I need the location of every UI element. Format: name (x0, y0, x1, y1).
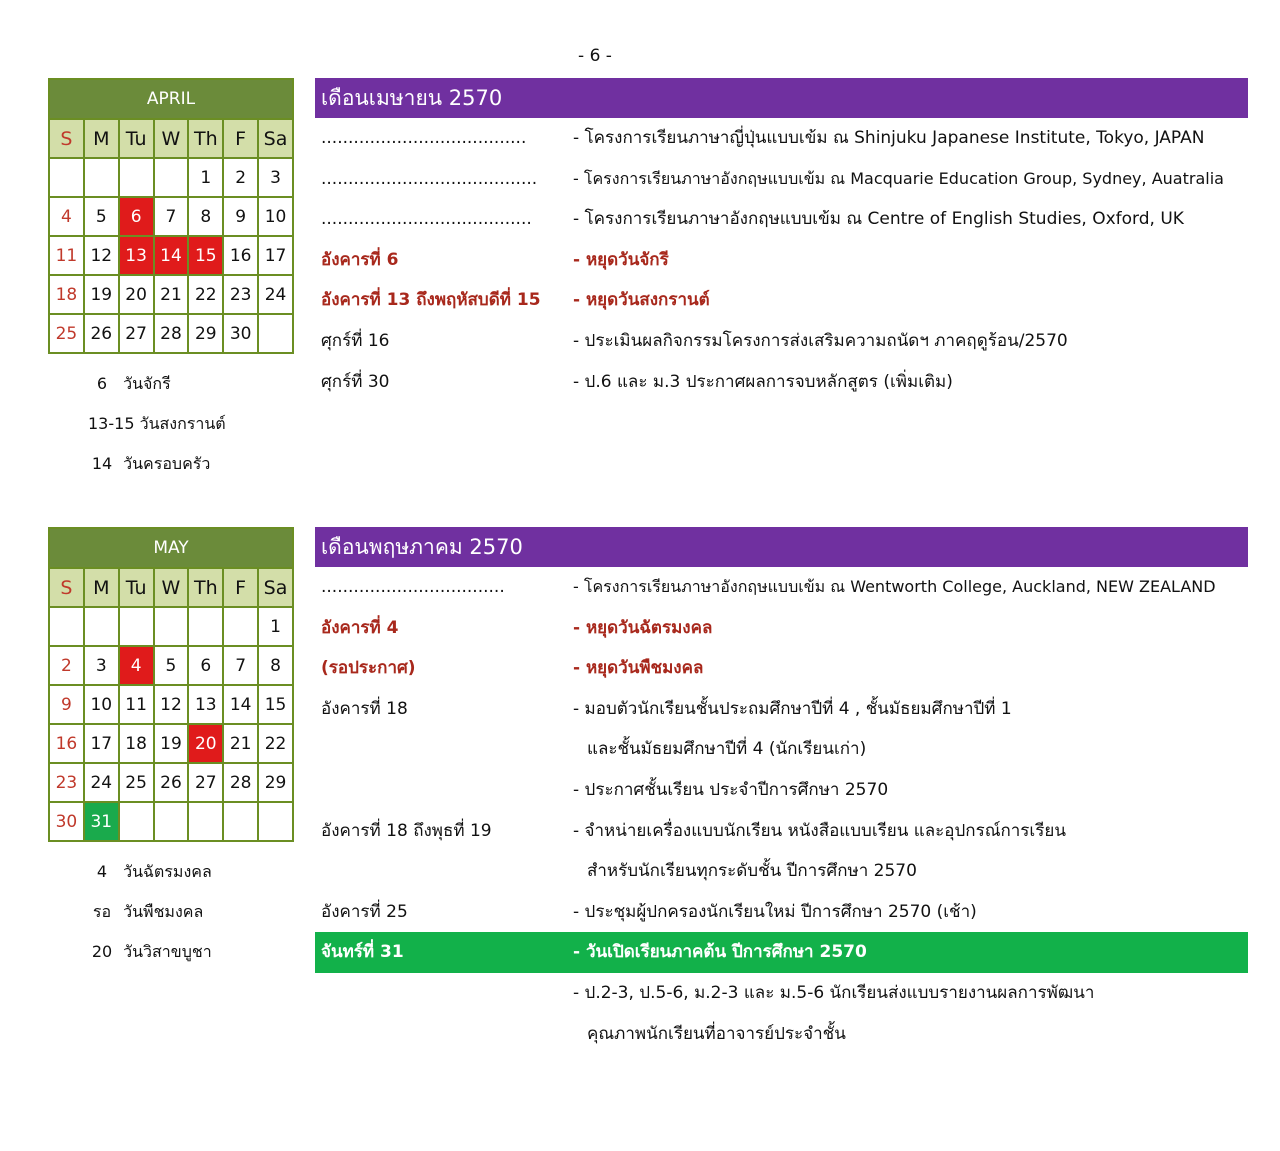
event-date: ศุกร์ที่ 16 (321, 330, 390, 351)
event-date: ....................................... (321, 209, 532, 230)
day-cell: 1 (258, 607, 293, 646)
event-date: อังคารที่ 4 (321, 617, 399, 638)
day-cell: 6 (188, 646, 223, 685)
weekday-header: M (84, 568, 119, 607)
holiday-day-cell: 14 (154, 236, 189, 275)
event-text: - หยุดวันจักรี (573, 249, 669, 270)
weekday-header: Tu (119, 119, 154, 158)
april-holiday-notes (86, 364, 226, 484)
day-cell: 19 (154, 724, 189, 763)
event-date: ศุกร์ที่ 30 (321, 371, 390, 392)
day-cell: 13 (188, 685, 223, 724)
event-date: อังคารที่ 18 (321, 698, 408, 719)
event-text: - หยุดวันพืชมงคล (573, 658, 704, 679)
day-cell: 14 (223, 685, 258, 724)
event-text: - จำหน่ายเครื่องแบบนักเรียน หนังสือแบบเรียน และอุปกรณ์การเรียน (573, 820, 1066, 841)
calendar-title: MAY (49, 528, 293, 568)
event-text: - วันเปิดเรียนภาคต้น ปีการศึกษา 2570 (573, 942, 867, 963)
event-date: อังคารที่ 25 (321, 901, 408, 922)
day-cell: 28 (154, 314, 189, 353)
holiday-note-day: 13-15 (88, 414, 135, 433)
may-events (315, 527, 1248, 1054)
day-cell (49, 158, 84, 197)
day-cell: 25 (49, 314, 84, 353)
holiday-note (86, 444, 226, 484)
day-cell (154, 607, 189, 646)
day-cell: 8 (188, 197, 223, 236)
event-date: จันทร์ที่ 31 (321, 942, 404, 963)
day-cell: 8 (258, 646, 293, 685)
day-cell (154, 158, 189, 197)
day-cell: 7 (154, 197, 189, 236)
day-cell: 10 (258, 197, 293, 236)
event-row (315, 567, 1248, 608)
day-cell: 21 (154, 275, 189, 314)
weekday-header: S (49, 119, 84, 158)
holiday-note-day: 20 (91, 942, 113, 961)
holiday-note (86, 852, 212, 892)
holiday-day-cell: 13 (119, 236, 154, 275)
day-cell: 24 (84, 763, 119, 802)
day-cell: 27 (119, 314, 154, 353)
holiday-note-day: รอ (92, 902, 112, 921)
day-cell (188, 607, 223, 646)
day-cell: 16 (49, 724, 84, 763)
day-cell (223, 607, 258, 646)
month-header: เดือนพฤษภาคม 2570 (315, 527, 1248, 567)
day-cell: 11 (49, 236, 84, 275)
day-cell: 18 (119, 724, 154, 763)
event-date: ........................................ (321, 168, 538, 189)
holiday-day-cell: 15 (188, 236, 223, 275)
day-cell: 22 (188, 275, 223, 314)
holiday-note-text: วันฉัตรมงคล (123, 862, 212, 881)
event-row (315, 851, 1248, 892)
event-row (315, 973, 1248, 1014)
day-cell: 28 (223, 763, 258, 802)
day-cell: 15 (258, 685, 293, 724)
day-cell: 18 (49, 275, 84, 314)
day-cell: 1 (188, 158, 223, 197)
event-text: - หยุดวันฉัตรมงคล (573, 617, 713, 638)
weekday-header: Tu (119, 568, 154, 607)
day-cell: 2 (223, 158, 258, 197)
day-cell: 3 (258, 158, 293, 197)
day-cell (223, 802, 258, 841)
month-header: เดือนเมษายน 2570 (315, 78, 1248, 118)
day-cell (154, 802, 189, 841)
day-cell (119, 802, 154, 841)
holiday-day-cell: 4 (119, 646, 154, 685)
event-row (315, 892, 1248, 933)
april-calendar (48, 78, 294, 354)
day-cell: 23 (49, 763, 84, 802)
event-text: - ประกาศชั้นเรียน ประจำปีการศึกษา 2570 (573, 779, 889, 800)
holiday-note-text: วันสงกรานต์ (139, 414, 226, 433)
day-cell: 11 (119, 685, 154, 724)
weekday-header: Th (188, 119, 223, 158)
day-cell (49, 607, 84, 646)
day-cell: 26 (84, 314, 119, 353)
event-text: - ป.6 และ ม.3 ประกาศผลการจบหลักสูตร (เพิ่มเติม) (573, 371, 953, 392)
holiday-event-row (315, 608, 1248, 649)
day-cell: 30 (223, 314, 258, 353)
day-cell: 20 (119, 275, 154, 314)
holiday-note-day: 14 (91, 454, 113, 473)
day-cell (258, 314, 293, 353)
weekday-header: S (49, 568, 84, 607)
holiday-note-text: วันวิสาขบูชา (123, 942, 212, 961)
weekday-header: F (223, 568, 258, 607)
holiday-note (86, 932, 212, 972)
day-cell: 16 (223, 236, 258, 275)
day-cell: 19 (84, 275, 119, 314)
event-row (315, 811, 1248, 852)
day-cell: 21 (223, 724, 258, 763)
may-holiday-notes (86, 852, 212, 972)
day-cell: 29 (258, 763, 293, 802)
holiday-event-row (315, 648, 1248, 689)
event-text: และชั้นมัธยมศึกษาปีที่ 4 (นักเรียนเก่า) (587, 739, 867, 760)
school-open-event-row (315, 932, 1248, 973)
holiday-day-cell: 20 (188, 724, 223, 763)
day-cell: 5 (154, 646, 189, 685)
day-cell: 17 (84, 724, 119, 763)
event-row (315, 159, 1248, 200)
day-cell: 27 (188, 763, 223, 802)
event-text: - ประเมินผลกิจกรรมโครงการส่งเสริมความถนัดฯ ภาคฤดูร้อน/2570 (573, 330, 1068, 351)
calendar-title: APRIL (49, 79, 293, 119)
day-cell: 12 (154, 685, 189, 724)
holiday-note-text: วันจักรี (123, 374, 171, 393)
day-cell: 5 (84, 197, 119, 236)
day-cell: 22 (258, 724, 293, 763)
day-cell (84, 607, 119, 646)
event-text: - โครงการเรียนภาษาญี่ปุ่นแบบเข้ม ณ Shinjuku Japanese Institute, Tokyo, JAPAN (573, 128, 1205, 148)
event-row (315, 770, 1248, 811)
event-row (315, 362, 1248, 403)
holiday-day-cell: 6 (119, 197, 154, 236)
day-cell: 29 (188, 314, 223, 353)
day-cell: 24 (258, 275, 293, 314)
holiday-note-day: 4 (96, 862, 108, 881)
event-text: - โครงการเรียนภาษาอังกฤษแบบเข้ม ณ Macquarie Education Group, Sydney, Auatralia (573, 168, 1224, 188)
event-text: คุณภาพนักเรียนที่อาจารย์ประจำชั้น (587, 1023, 846, 1044)
school-open-day-cell: 31 (84, 802, 119, 841)
day-cell: 7 (223, 646, 258, 685)
event-row (315, 689, 1248, 730)
event-row (315, 199, 1248, 240)
event-text: - ป.2-3, ป.5-6, ม.2-3 และ ม.5-6 นักเรียนส่งแบบรายงานผลการพัฒนา (573, 982, 1095, 1003)
event-row (315, 321, 1248, 362)
event-row (315, 1014, 1248, 1055)
event-date: (รอประกาศ) (321, 658, 416, 679)
event-text: - หยุดวันสงกรานต์ (573, 290, 710, 311)
event-text: - ประชุมผู้ปกครองนักเรียนใหม่ ปีการศึกษา 2570 (เช้า) (573, 901, 977, 922)
day-cell: 4 (49, 197, 84, 236)
event-text: - มอบตัวนักเรียนชั้นประถมศึกษาปีที่ 4 , ชั้นมัธยมศึกษาปีที่ 1 (573, 698, 1012, 719)
day-cell: 30 (49, 802, 84, 841)
event-date: อังคารที่ 18 ถึงพุธที่ 19 (321, 820, 492, 841)
event-date: ...................................... (321, 128, 527, 148)
day-cell: 9 (223, 197, 258, 236)
day-cell: 9 (49, 685, 84, 724)
april-events (315, 78, 1248, 402)
day-cell: 17 (258, 236, 293, 275)
weekday-header: W (154, 568, 189, 607)
day-cell: 10 (84, 685, 119, 724)
page-number: - 6 - (578, 46, 612, 66)
event-date: .................................. (321, 577, 505, 597)
holiday-note-text: วันครอบครัว (123, 454, 211, 473)
holiday-note-text: วันพืชมงคล (123, 902, 204, 921)
holiday-note-day: 6 (96, 374, 108, 393)
day-cell (119, 158, 154, 197)
day-cell: 3 (84, 646, 119, 685)
weekday-header: F (223, 119, 258, 158)
weekday-header: Th (188, 568, 223, 607)
event-text: สำหรับนักเรียนทุกระดับชั้น ปีการศึกษา 2570 (587, 861, 917, 882)
may-calendar (48, 527, 294, 842)
day-cell (84, 158, 119, 197)
holiday-event-row (315, 280, 1248, 321)
event-text: - โครงการเรียนภาษาอังกฤษแบบเข้ม ณ Wentworth College, Auckland, NEW ZEALAND (573, 577, 1216, 596)
event-row (315, 729, 1248, 770)
holiday-note (86, 892, 212, 932)
holiday-event-row (315, 240, 1248, 281)
day-cell (119, 607, 154, 646)
day-cell: 25 (119, 763, 154, 802)
weekday-header: Sa (258, 119, 293, 158)
weekday-header: Sa (258, 568, 293, 607)
holiday-note (86, 364, 226, 404)
weekday-header: W (154, 119, 189, 158)
event-date: อังคารที่ 13 ถึงพฤหัสบดีที่ 15 (321, 290, 541, 311)
day-cell: 26 (154, 763, 189, 802)
event-row (315, 118, 1248, 159)
day-cell: 12 (84, 236, 119, 275)
day-cell: 2 (49, 646, 84, 685)
day-cell (188, 802, 223, 841)
weekday-header: M (84, 119, 119, 158)
event-date: อังคารที่ 6 (321, 249, 399, 270)
event-text: - โครงการเรียนภาษาอังกฤษแบบเข้ม ณ Centre of English Studies, Oxford, UK (573, 209, 1184, 230)
day-cell (258, 802, 293, 841)
day-cell: 23 (223, 275, 258, 314)
holiday-note (88, 404, 226, 444)
